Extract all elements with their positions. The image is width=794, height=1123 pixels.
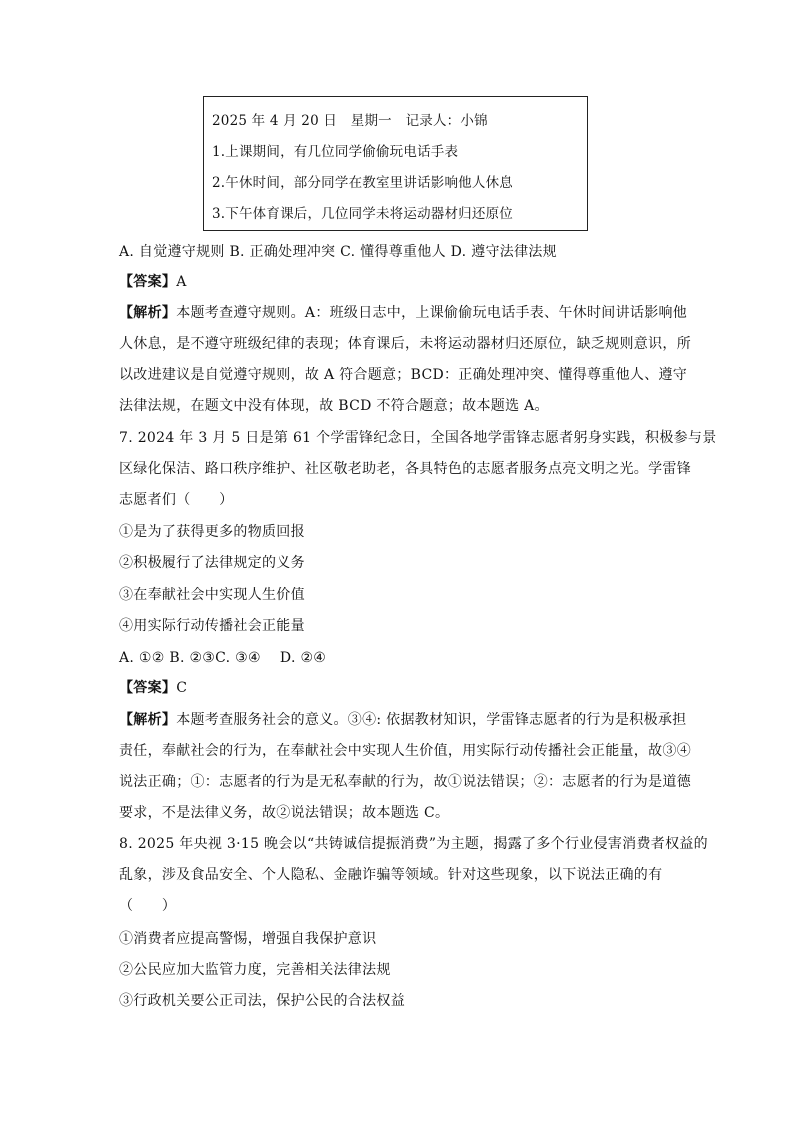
analysis-label: 【解析】: [119, 305, 177, 321]
record-item: 3.下午体育课后，几位同学未将运动器材归还原位: [212, 206, 513, 222]
q6-options: A. 自觉遵守规则 B. 正确处理冲突 C. 懂得尊重他人 D. 遵守法律法规: [119, 244, 557, 260]
q8-statement: ③行政机关要公正司法，保护公民的合法权益: [119, 993, 405, 1009]
class-log-record-box: [203, 96, 588, 231]
q7-statement: ②积极履行了法律规定的义务: [119, 555, 305, 571]
q7-analysis-line: 【解析】本题考查服务社会的意义。③④: 依据教材知识，学雷锋志愿者的行为是积极承担: [119, 712, 687, 728]
q7-analysis-line: 责任，奉献社会的行为，在奉献社会中实现人生价值，用实际行动传播社会正能量，故③④: [119, 743, 691, 759]
analysis-label: 【解析】: [119, 712, 177, 728]
q8-statement: ②公民应加大监管力度，完善相关法律法规: [119, 962, 391, 978]
q7-stem-line: 7. 2024 年 3 月 5 日是第 61 个学雷锋纪念日，全国各地学雷锋志愿者躬身实践，积极参与景: [119, 430, 717, 446]
q6-analysis-line: 以改进建议是自觉遵守规则，故 A 符合题意；BCD：正确处理冲突、懂得尊重他人、遵守: [119, 367, 688, 383]
q7-options: A. ①② B. ②③C. ③④ D. ②④: [119, 650, 327, 666]
q8-stem-line: 乱象，涉及食品安全、个人隐私、金融诈骗等领域。针对这些现象，以下说法正确的有: [119, 867, 663, 883]
record-header: 2025 年 4 月 20 日 星期一 记录人：小锦: [212, 113, 488, 129]
q8-stem-line: （ ）: [119, 898, 177, 914]
q6-answer: [119, 271, 187, 291]
q6-analysis-line: 法律法规，在题文中没有体现，故 BCD 不符合题意；故本题选 A。: [119, 398, 549, 414]
q7-analysis-line: 要求，不是法律义务，故②说法错误；故本题选 C。: [119, 805, 450, 821]
q7-stem-line: 志愿者们（ ）: [119, 492, 234, 508]
q7-analysis-line: 说法正确；①：志愿者的行为是无私奉献的行为，故①说法错误；②：志愿者的行为是道德: [119, 774, 691, 790]
q7-statement: ③在奉献社会中实现人生价值: [119, 587, 305, 603]
q7-stem-line: 区绿化保洁、路口秩序维护、社区敬老助老，各具特色的志愿者服务点亮文明之光。学雷锋: [119, 461, 691, 477]
answer-value: A: [176, 274, 187, 290]
q7-statement: ①是为了获得更多的物质回报: [119, 524, 305, 540]
answer-value: C: [176, 680, 188, 696]
q7-statement: ④用实际行动传播社会正能量: [119, 618, 305, 634]
answer-label: 【答案】: [119, 274, 177, 290]
q7-answer: [119, 677, 187, 697]
q8-statement: ①消费者应提高警惕，增强自我保护意识: [119, 931, 377, 947]
record-item: 2.午休时间，部分同学在教室里讲话影响他人休息: [212, 175, 513, 191]
q8-stem-line: 8. 2025 年央视 3·15 晚会以“共铸诚信提振消费”为主题，揭露了多个行业侵害消费者权益的: [119, 836, 708, 852]
q6-analysis-line: 【解析】本题考查遵守规则。A：班级日志中，上课偷偷玩电话手表、午休时间讲话影响他: [119, 305, 688, 321]
record-item: 1.上课期间，有几位同学偷偷玩电话手表: [212, 144, 459, 160]
q6-analysis-line: 人休息，是不遵守班级纪律的表现；体育课后，未将运动器材归还原位，缺乏规则意识，所: [119, 336, 691, 352]
answer-label: 【答案】: [119, 680, 177, 696]
